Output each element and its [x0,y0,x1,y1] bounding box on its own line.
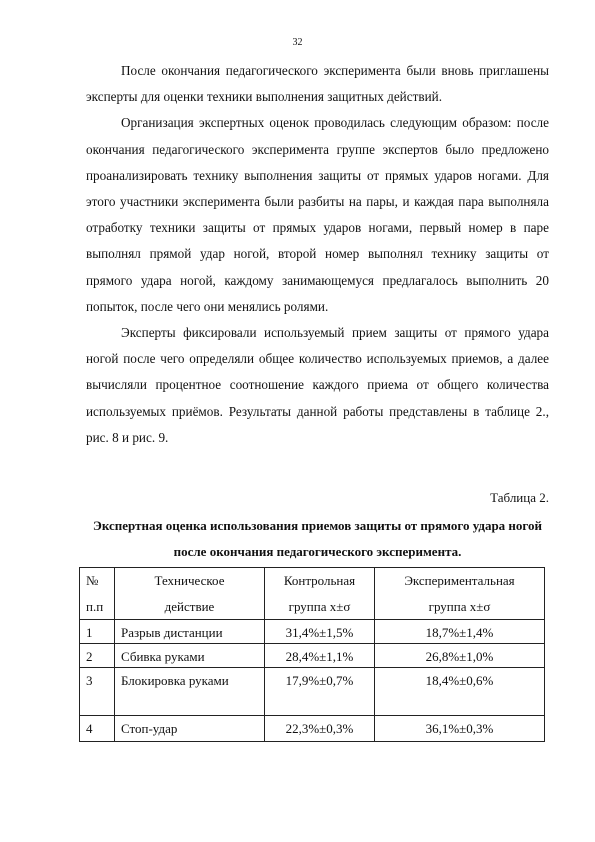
results-table [79,567,545,742]
table-row [80,644,545,668]
header-action-line2: действие [164,599,215,614]
page-number: 32 [292,37,303,48]
header-num-line1: № [86,573,99,588]
paragraph: После окончания педагогического эксперимента были вновь приглашены эксперты для оценки техники выполнения защитных действий. [86,63,549,105]
paragraph: Организация экспертных оценок проводилась следующим образом: после окончания педагогического эксперимента группе экспертов было предложено проанализировать технику выполнения защиты от прямых ударов ногами. Для этого участники эксперимента были разбиты на пары, и каждая пара выполняла отработку техники защиты от прямых ударов ногами, первый номер в паре выполнял прямой удар ногой, второй номер выполнял технику защиты от прямого удара ногой, каждому занимающемуся предлагалось выполнить 20 попыток, после чего они менялись ролями. [86,115,549,314]
header-num-line2: п.п [86,599,104,614]
header-experimental-line1: Экспериментальная [404,573,515,588]
row-control: 22,3%±0,3% [265,716,375,742]
table-caption: Таблица 2. [490,490,549,505]
row-action: Блокировка руками [115,668,265,716]
row-control: 31,4%±1,5% [265,620,375,644]
header-action [115,568,265,620]
row-num: 3 [80,668,115,716]
table-row [80,620,545,644]
header-control [265,568,375,620]
header-num [80,568,115,620]
table-title: Экспертная оценка использования приемов защиты от прямого удара ногой после окончания педагогического эксперимента. [93,518,542,559]
row-experimental: 26,8%±1,0% [375,644,545,668]
row-action: Разрыв дистанции [115,620,265,644]
row-action: Сбивка руками [115,644,265,668]
table-header-row [80,568,545,620]
row-control: 17,9%±0,7% [265,668,375,716]
header-control-line1: Контрольная [283,573,356,588]
row-num: 2 [80,644,115,668]
body-text [86,58,549,451]
header-action-line1: Техническое [154,573,225,588]
paragraph: Эксперты фиксировали используемый прием защиты от прямого удара ногой после чего определяли общее количество используемых приемов, а далее вычисляли процентное соотношение каждого приема от общего количества используемых приёмов. Результаты данной работы представлены в таблице 2., рис. 8 и рис. 9. [86,325,549,445]
row-experimental: 18,7%±1,4% [375,620,545,644]
row-experimental: 36,1%±0,3% [375,716,545,742]
row-control: 28,4%±1,1% [265,644,375,668]
header-control-line2: группа x±σ [288,599,351,614]
row-action: Стоп-удар [115,716,265,742]
table-row [80,668,545,716]
row-num: 1 [80,620,115,644]
table-row [80,716,545,742]
row-num: 4 [80,716,115,742]
row-experimental: 18,4%±0,6% [375,668,545,716]
header-experimental [375,568,545,620]
header-experimental-line2: группа x±σ [428,599,491,614]
